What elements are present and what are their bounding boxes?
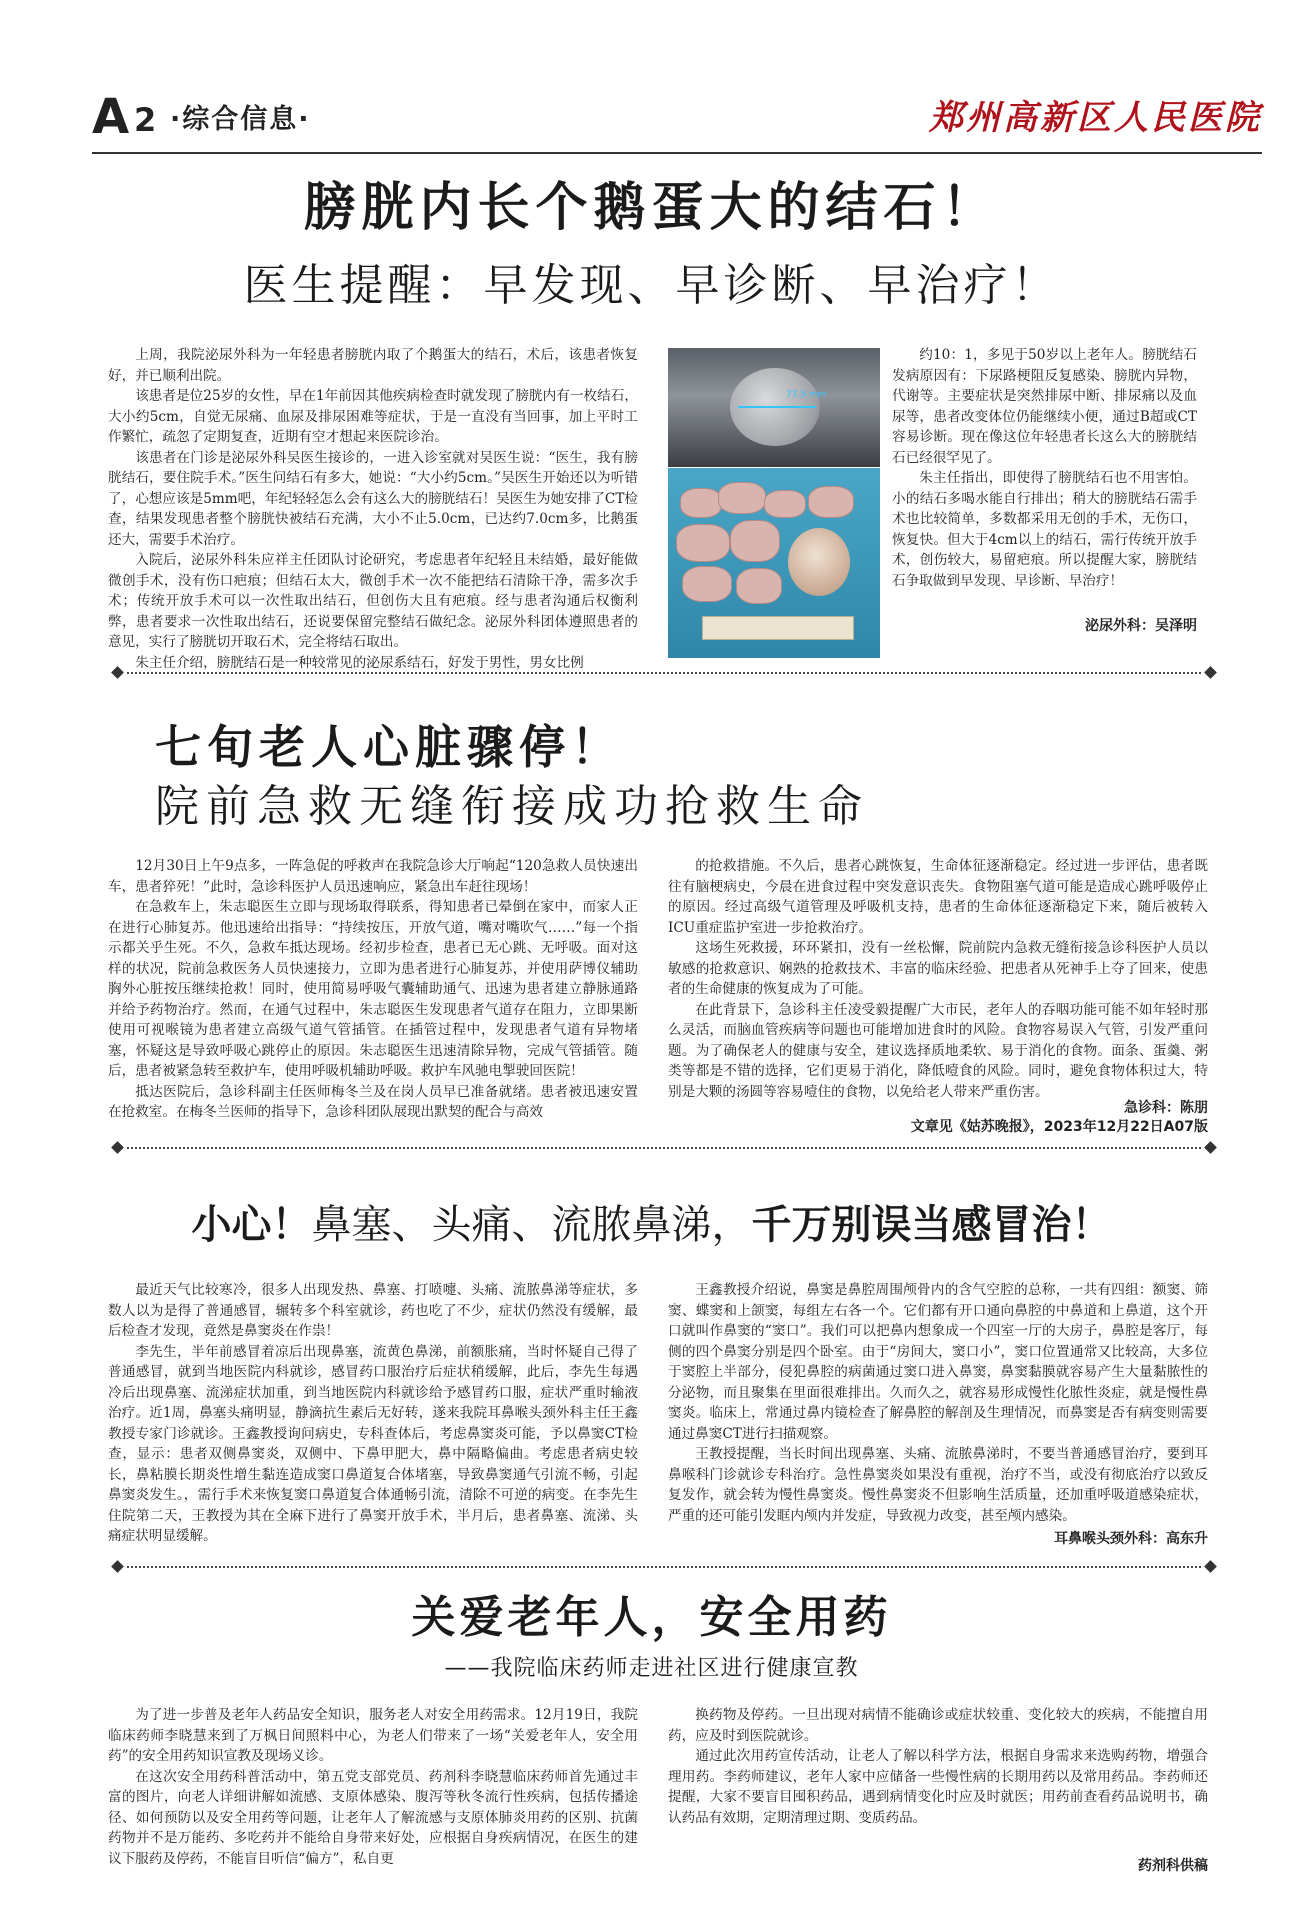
article1-credit: 泌尿外科：吴泽明 bbox=[1085, 618, 1197, 634]
section-divider bbox=[113, 668, 1215, 678]
article3-title-part3: 千万别误当感冒治！ bbox=[751, 1202, 1112, 1248]
paragraph: 抵达医院后，急诊科副主任医师梅冬兰及在岗人员早已准备就绪。患者被迅速安置在抢救室。在梅冬兰医师的指导下，急诊科团队展现出默契的配合与高效 bbox=[108, 1083, 638, 1120]
article4-title: 关爱老年人，安全用药 bbox=[411, 1592, 892, 1643]
paragraph: 上周，我院泌尿外科为一年轻患者膀胱内取了个鹅蛋大的结石，术后，该患者恢复好，并已顺利出院。 bbox=[108, 347, 638, 384]
paragraph: 朱主任介绍，膀胱结石是一种较常见的泌尿系结石，好发于男性，男女比例 bbox=[135, 654, 584, 671]
stone-fragment bbox=[808, 486, 854, 518]
article3-title-part2: 鼻塞、头痛、流脓鼻涕， bbox=[311, 1202, 752, 1248]
article2-credit: 急诊科：陈朋 bbox=[1124, 1100, 1208, 1116]
article1-column-left bbox=[108, 345, 638, 673]
paragraph: 12月30日上午9点多，一阵急促的呼救声在我院急诊大厅响起“120急救人员快速出车，患者猝死！”此时，急诊科医护人员迅速响应，紧急出车赶往现场！ bbox=[108, 858, 638, 895]
stone-fragment bbox=[680, 488, 722, 518]
article1-column-right bbox=[892, 345, 1197, 591]
stone-fragment bbox=[682, 566, 732, 602]
article2-source: 文章见《姑苏晚报》，2023年12月22日A07版 bbox=[910, 1119, 1208, 1135]
stone-fragment bbox=[764, 490, 806, 518]
article2-column-right bbox=[668, 856, 1208, 1102]
article3-title-part1: 小心！ bbox=[191, 1202, 312, 1248]
stone-fragment bbox=[736, 568, 782, 604]
paragraph: 通过此次用药宣传活动，让老人了解以科学方法，根据自身需求来选购药物，增强合理用药。李药师建议，老年人家中应储备一些慢性病的长期用药以及常用药品。李药师还提醒，大家不要盲目囤积药品，遇到病情变化时应及时就医；用药前查看药品说明书，确认药品有效期，定期清理过期、变质药品。 bbox=[668, 1748, 1208, 1826]
paragraph: 在急救车上，朱志聪医生立即与现场取得联系，得知患者已晕倒在家中，而家人正在进行心肺复苏。他迅速给出指导：“持续按压，开放气道，嘴对嘴吹气……”每一个指示都关乎生死。不久，急救车抵达现场。经初步检查，患者已无心跳、无呼吸。面对这样的状况，院前急救医务人员快速接力，立即为患者进行心肺复苏，并使用萨博仪辅助胸外心脏按压继续抢救！同时，使用简易呼吸气囊辅助通气、迅速为患者建立静脉通路并给予药物治疗。然而，在通气过程中，朱志聪医生发现患者气道存在阻力，立即果断使用可视喉镜为患者建立高级气道气管插管。在插管过程中，发现患者气道有异物堵塞，怀疑这是导致呼吸心跳停止的原因。朱志聪医生迅速清除异物，完成气管插管。随后，患者被紧急转至救护车，使用呼吸机辅助呼吸。救护车风驰电掣驶回医院！ bbox=[108, 899, 638, 1079]
article4-credit: 药剂科供稿 bbox=[1138, 1858, 1208, 1874]
stone-fragment bbox=[730, 520, 780, 562]
masthead bbox=[92, 90, 1262, 150]
paragraph: 入院后，泌尿外科朱应祥主任团队讨论研究，考虑患者年纪轻且未结婚，最好能做微创手术，没有伤口疤痕；但结石太大，微创手术一次不能把结石清除干净，需多次手术；传统开放手术可以一次性取出结石，但创伤大且有疤痕。经与患者沟通后权衡利弊，患者要求一次性取出结石，还说要保留完整结石做纪念。泌尿外科团体遵照患者的意见，实行了膀胱切开取石术，完全将结石取出。 bbox=[108, 552, 638, 650]
article4-column-right bbox=[668, 1705, 1208, 1828]
section-divider bbox=[113, 1143, 1215, 1153]
measurement-label: 77.5 mm bbox=[786, 390, 827, 400]
ruler bbox=[702, 616, 854, 640]
paragraph: 的抢救措施。不久后，患者心跳恢复，生命体征逐渐稳定。经过进一步评估，患者既往有脑梗病史，今晨在进食过程中突发意识丧失。食物阻塞气道可能是造成心跳呼吸停止的原因。经过高级气道管理及呼吸机支持，患者的生命体征逐渐稳定下来，随后被转入ICU重症监护室进一步抢救治疗。 bbox=[668, 858, 1208, 936]
paragraph: 这场生死救援，环环紧扣，没有一丝松懈，院前院内急救无缝衔接急诊科医护人员以敏感的抢救意识、娴熟的抢救技术、丰富的临床经验、把患者从死神手上夺了回来，使患者的生命健康的恢复成为了可能。 bbox=[668, 940, 1208, 997]
page-number: 2 bbox=[134, 101, 157, 139]
paragraph: 朱主任指出，即使得了膀胱结石也不用害怕。小的结石多喝水能自行排出；稍大的膀胱结石需手术也比较简单，多数都采用无创的手术，无伤口，恢复快。但大于4cm以上的结石，需行传统开放手术，创伤较大，易留疤痕。所以提醒大家，膀胱结石争取做到早发现、早诊断、早治疗！ bbox=[892, 470, 1197, 589]
paragraph: 王教授提醒，当长时间出现鼻塞、头痛、流脓鼻涕时，不要当普通感冒治疗，要到耳鼻喉科门诊就诊专科治疗。急性鼻窦炎如果没有重视，治疗不当，或没有彻底治疗以致反复发作，就会转为慢性鼻窦炎。慢性鼻窦炎不但影响生活质量，还加重呼吸道感染症状，严重的还可能引发眶内颅内并发症，导致视力改变，甚至颅内感染。 bbox=[668, 1446, 1208, 1524]
article1-title: 膀胱内长个鹅蛋大的结石！ bbox=[303, 178, 1000, 238]
section-name: ·综合信息· bbox=[170, 104, 311, 135]
intact-stone bbox=[788, 528, 850, 596]
article4-subtitle: ——我院临床药师走进社区进行健康宣教 bbox=[444, 1656, 859, 1681]
section-divider bbox=[113, 1562, 1215, 1572]
paragraph: 换药物及停药。一旦出现对病情不能确诊或症状较重、变化较大的疾病，不能擅自用药，应及时到医院就诊。 bbox=[668, 1707, 1208, 1744]
article2-subtitle: 院前急救无缝衔接成功抢救生命 bbox=[155, 781, 869, 832]
article2-title: 七旬老人心脏骤停！ bbox=[155, 720, 623, 774]
article3-column-right bbox=[668, 1280, 1208, 1526]
stone-fragment bbox=[676, 524, 730, 562]
extracted-stone-photo bbox=[668, 468, 880, 658]
paragraph: 该患者是位25岁的女性，早在1年前因其他疾病检查时就发现了膀胱内有一枚结石，大小约5cm，自觉无尿痛、血尿及排尿困难等症状，于是一直没有当回事，加上平时工作繁忙，疏忽了定期复查，近期有空才想起来医院诊治。 bbox=[108, 388, 638, 445]
masthead-rule bbox=[92, 152, 1262, 154]
article1-subtitle: 医生提醒：早发现、早诊断、早治疗！ bbox=[243, 260, 1060, 311]
article3-column-left bbox=[108, 1280, 638, 1547]
article4-column-left bbox=[108, 1705, 638, 1869]
article2-column-left bbox=[108, 856, 638, 1123]
ct-scan-image bbox=[668, 348, 880, 467]
paragraph: 该患者在门诊是泌尿外科吴医生接诊的，一进入诊室就对吴医生说：“医生，我有膀胱结石，要住院手术。”医生问结石有多大，她说：“大小约5cm。”吴医生开始还以为听错了，心想应该是5mm吧，年纪轻轻怎么会有这么大的膀胱结石！吴医生为她安排了CT检查，结果发现患者整个膀胱快被结石充满，大小不止5.0cm，已达约7.0cm多，比鹅蛋还大，需要手术治疗。 bbox=[108, 449, 638, 548]
article3-title bbox=[0, 1197, 1303, 1253]
paragraph: 在此背景下，急诊科主任凌受毅提醒广大市民，老年人的吞咽功能可能不如年轻时那么灵活，而脑血管疾病等问题也可能增加进食时的风险。食物容易误入气管，引发严重问题。为了确保老人的健康与安全，建议选择质地柔软、易于消化的食物。面条、蛋羹、粥类等都是不错的选择，它们更易于消化，降低噎食的风险。同时，避免食物体积过大，特别是大颗的汤圆等容易噎住的食物，以免给老人带来严重伤害。 bbox=[668, 1001, 1208, 1100]
stone-fragment bbox=[718, 482, 766, 514]
paragraph: 在这次安全用药科普活动中，第五党支部党员、药剂科李晓慧临床药师首先通过丰富的图片，向老人详细讲解如流感、支原体感染、腹泻等秋冬流行性疾病，包括传播途径、如何预防以及安全用药等问题，让老年人了解流感与支原体肺炎用药的区别、抗菌药物并不是万能药、多吃药并不能给自身带来好处，应根据自身疾病情况，在医生的建议下服药及停药，不能盲目听信“偏方”，私自更 bbox=[108, 1768, 638, 1867]
paragraph: 约10：1，多见于50岁以上老年人。膀胱结石发病原因有：下尿路梗阻反复感染、膀胱内异物，代谢等。主要症状是突然排尿中断、排尿痛以及血尿等，患者改变体位仍能继续小便，通过B超或CT容易诊断。现在像这位年轻患者长这么大的膀胱结石已经很罕见了。 bbox=[892, 347, 1197, 466]
paragraph: 最近天气比较寒冷，很多人出现发热、鼻塞、打喷嚏、头痛、流脓鼻涕等症状，多数人以为是得了普通感冒，辗转多个科室就诊，药也吃了不少，症状仍然没有缓解，最后检查才发现，竟然是鼻窦炎在作祟！ bbox=[108, 1282, 638, 1339]
hospital-logo-text: 郑州高新区人民医院 bbox=[929, 98, 1262, 138]
paragraph: 王鑫教授介绍说，鼻窦是鼻腔周围颅骨内的含气空腔的总称，一共有四组：额窦、筛窦、蝶窦和上颌窦，每组左右各一个。它们都有开口通向鼻腔的中鼻道和上鼻道，这个开口就叫作鼻窦的“窦口”。我们可以把鼻内想象成一个四室一厅的大房子，鼻腔是客厅，每侧的四个鼻窦分别是四个卧室。由于“房间大，窦口小”，窦口位置通常又比较高，大多位于窦腔上半部分，侵犯鼻腔的病菌通过窦口进入鼻窦，鼻窦黏膜就容易产生大量黏脓性的分泌物，而且聚集在里面很难排出。久而久之，就容易形成慢性化脓性炎症，就是慢性鼻窦炎。临床上，常通过鼻内镜检查了解鼻腔的解剖及生理情况，而鼻窦是否有病变则需要通过鼻窦CT进行扫描观察。 bbox=[668, 1282, 1208, 1442]
paragraph: 李先生，半年前感冒着凉后出现鼻塞，流黄色鼻涕，前额胀痛，当时怀疑自己得了普通感冒，就到当地医院内科就诊，感冒药口服治疗后症状稍缓解，此后，李先生每遇冷后出现鼻塞、流涕症状加重，到当地医院内科就诊给予感冒药口服，症状严重时输液治疗。近1周，鼻塞头痛明显，静滴抗生素后无好转，遂来我院耳鼻喉头颈外科主任王鑫教授专家门诊就诊。王鑫教授询问病史，专科查体后，考虑鼻窦炎可能，予以鼻窦CT检查，显示：患者双侧鼻窦炎，双侧中、下鼻甲肥大，鼻中隔略偏曲。考虑患者病史较长，鼻粘膜长期炎性增生黏连造成窦口鼻道复合体堵塞，导致鼻窦通气引流不畅，引起鼻窦炎发生。，需行手术来恢复窦口鼻道复合体通畅引流，清除不可逆的病变。在李先生住院第二天，王教授为其在全麻下进行了鼻窦开放手术，半月后，患者鼻塞、流涕、头痛症状明显缓解。 bbox=[108, 1343, 638, 1544]
measurement-line bbox=[738, 406, 816, 408]
article3-credit: 耳鼻喉头颈外科：高东升 bbox=[1054, 1531, 1208, 1547]
page-letter: A bbox=[92, 89, 130, 145]
paragraph: 为了进一步普及老年人药品安全知识，服务老人对安全用药需求。12月19日，我院临床药师李晓慧来到了万枫日间照料中心，为老人们带来了一场“关爱老年人，安全用药”的安全用药知识宣教及现场义诊。 bbox=[108, 1707, 638, 1764]
